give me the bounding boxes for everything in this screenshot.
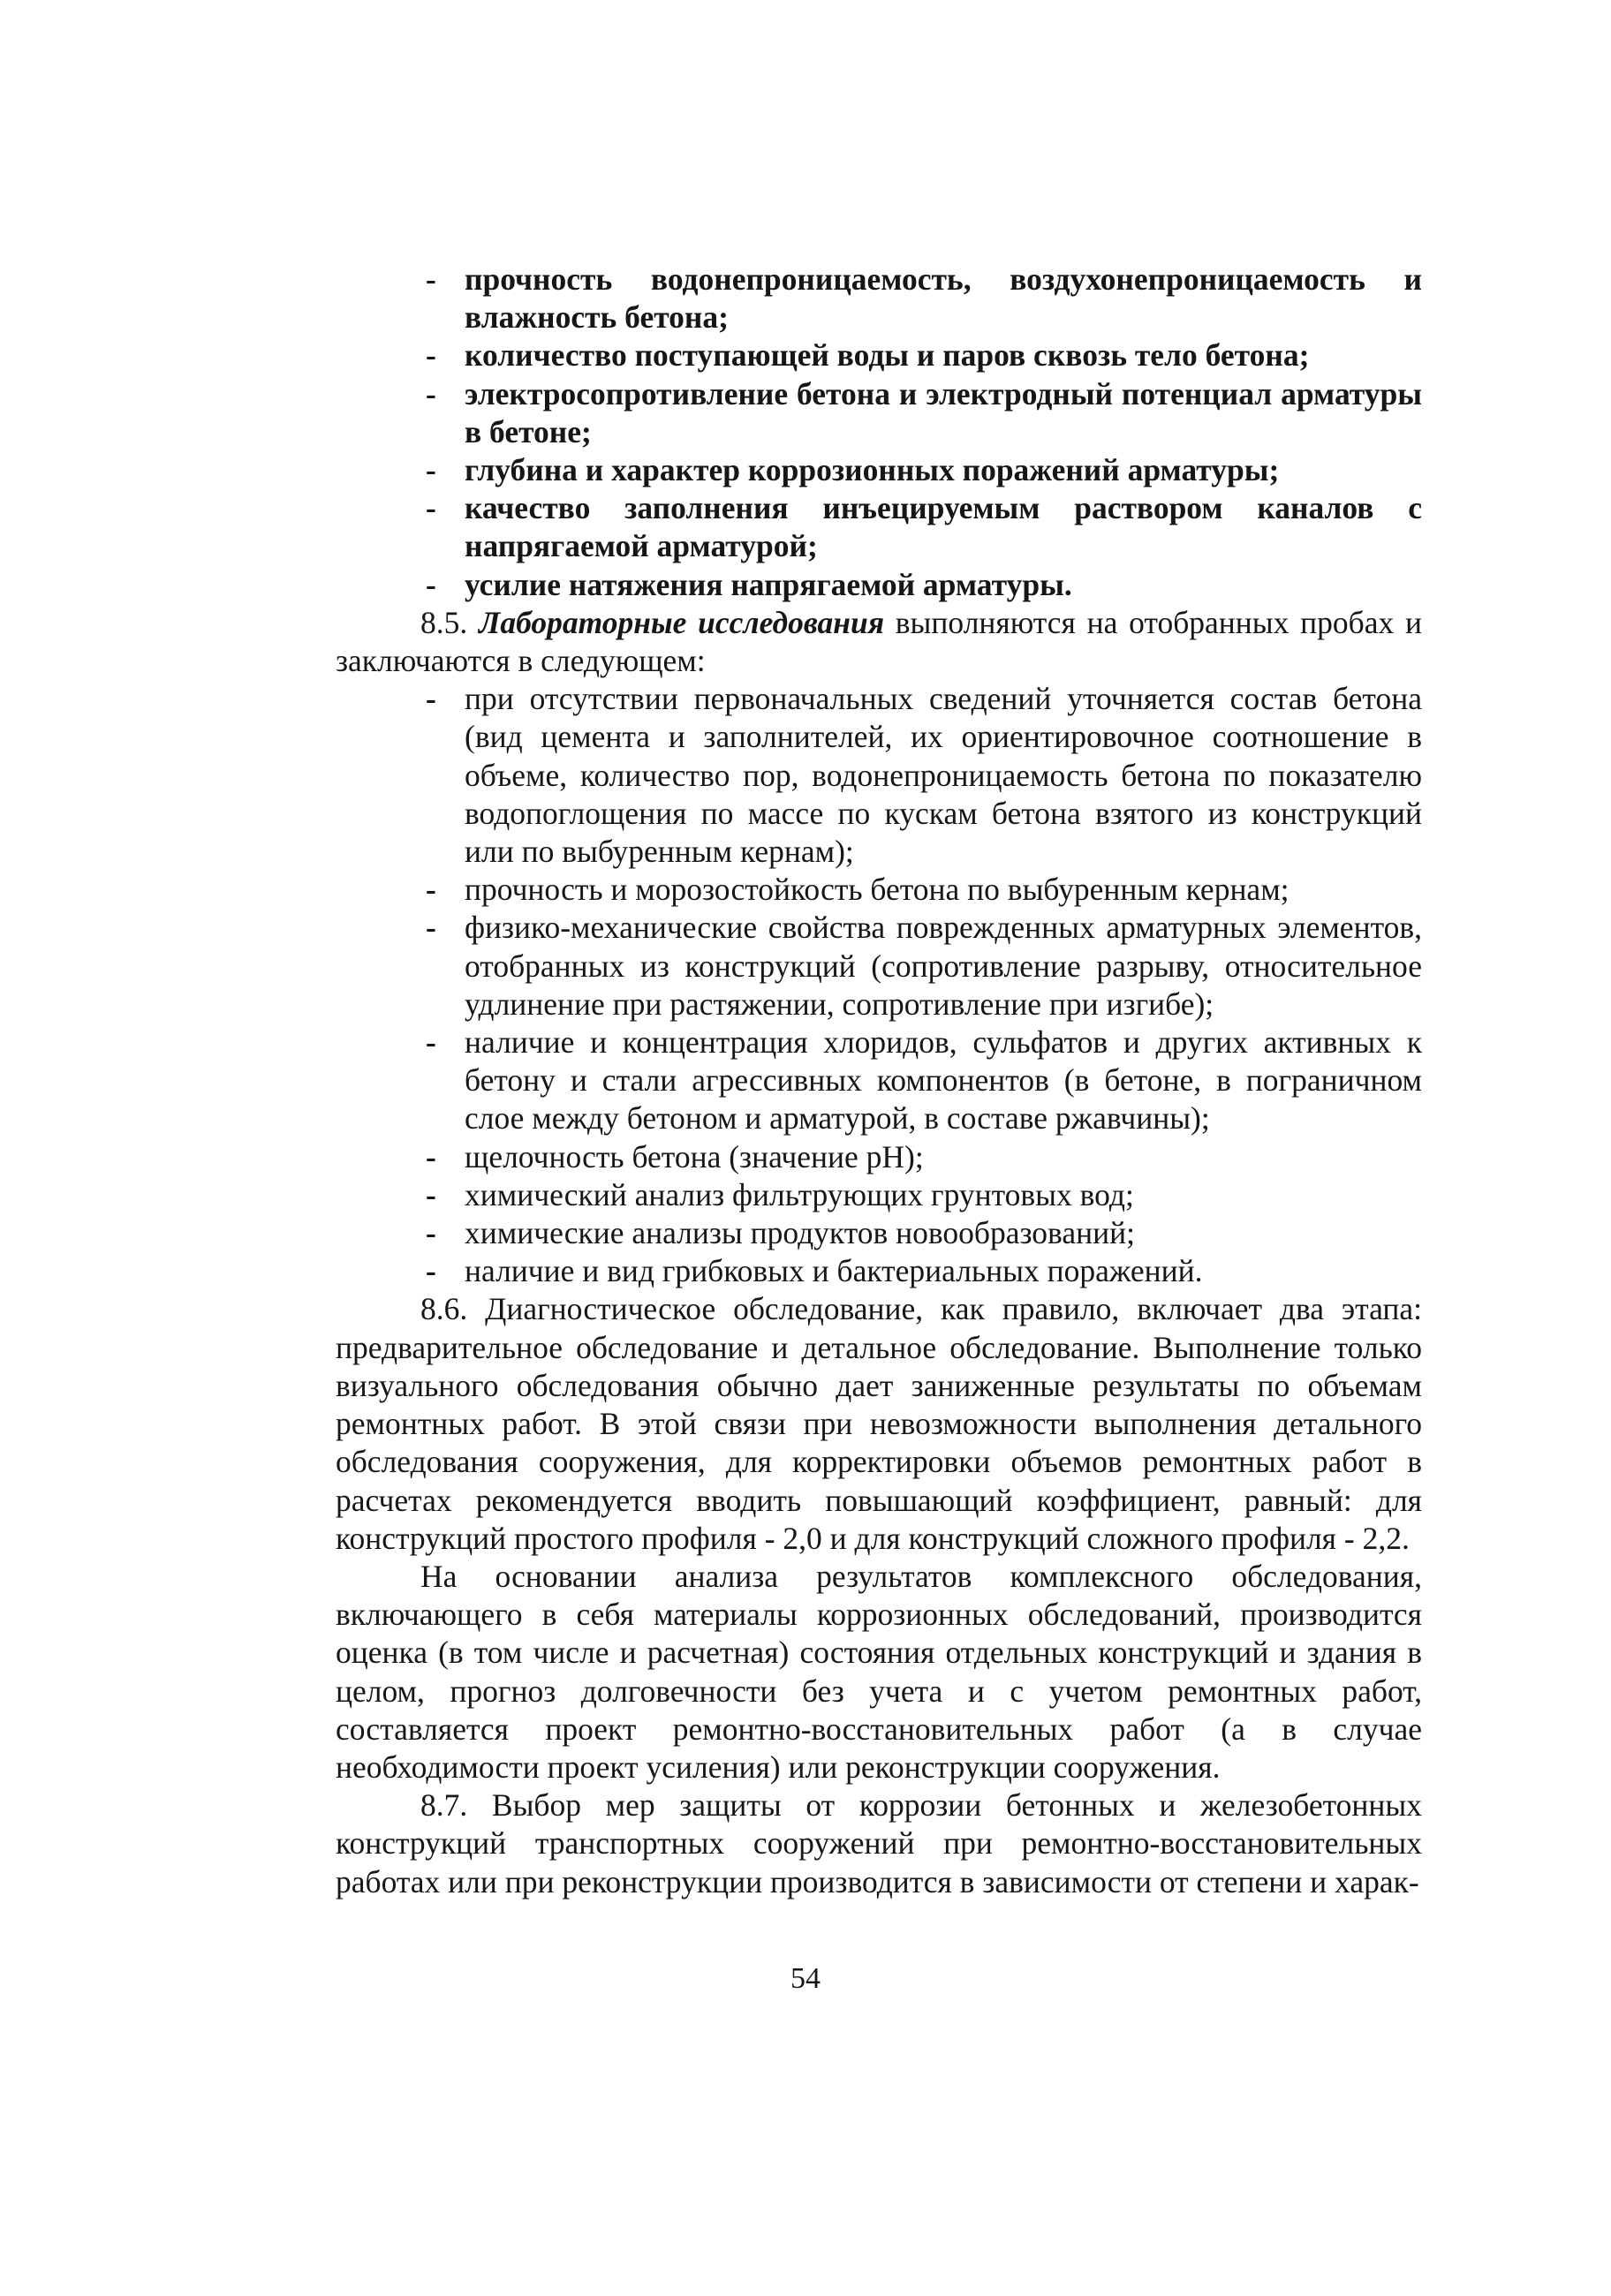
list-item-text: электросопротивление бетона и электродный потенциал арматуры в бетоне; <box>465 375 1422 449</box>
section-8-7-paragraph: 8.7. Выбор мер защиты от коррозии бетонных и железобетонных конструкций транспортных сооружений при ремонтно-восстановительных работах или при реконструкции производится в зависимости от степени и харак- <box>336 1787 1422 1899</box>
list-item <box>336 1138 1422 1176</box>
analysis-paragraph: На основании анализа результатов комплексного обследования, включающего в себя материалы коррозионных обследований, производится оценка (в том числе и расчетная) состояния отдельных конструкций и здания в целом, прогноз долговечности без учета и с учетом ремонтных работ, составляется проект ремонтно-восстановительных работ (а в случае необходимости проект усиления) или реконструкции сооружения. <box>336 1558 1422 1785</box>
list-item-text: прочность и морозостойкость бетона по выбуренным кернам; <box>465 872 1290 908</box>
list-item-text: глубина и характер коррозионных поражений арматуры; <box>465 452 1280 488</box>
list-dash: - <box>426 490 436 526</box>
list-dash: - <box>426 1253 436 1289</box>
list-item-text: количество поступающей воды и паров сквозь тело бетона; <box>465 337 1310 374</box>
page-number: 54 <box>790 1962 821 1995</box>
section-8-5-text: выполняются на отобранных пробах и заключаются в следующем: <box>336 604 1423 679</box>
list-dash: - <box>426 452 436 488</box>
section-8-6-paragraph: 8.6. Диагностическое обследование, как правило, включает два этапа: предварительное обследование и детальное обследование. Выполнение только визуального обследования обычно дает заниженные результаты по объемам ремонтных работ. В этой связи при невозможности выполнения детального обследования сооружения, для корректировки объемов ремонтных работ в расчетах рекомендуется вводить повышающий коэффициент, равный: для конструкций простого профиля - 2,0 и для конструкций сложного профиля - 2,2. <box>336 1291 1422 1556</box>
list-dash: - <box>426 1024 436 1061</box>
list-dash: - <box>426 1138 436 1174</box>
list-item <box>336 1176 1422 1214</box>
list-item-text: наличие и концентрация хлоридов, сульфатов и других активных к бетону и стали агрессивных компонентов (в бетоне, в пограничном слое между бетоном и арматурой, в составе ржавчины); <box>465 1024 1422 1137</box>
list-item <box>336 566 1422 604</box>
list-item-text: физико-механические свойства поврежденных арматурных элементов, отобранных из конструкций (сопротивление разрыву, относительное удлинение при растяжении, сопротивление при изгибе); <box>465 910 1422 1022</box>
list-item-text: химический анализ фильтрующих грунтовых вод; <box>465 1176 1134 1212</box>
list-item <box>336 261 1422 336</box>
section-8-5-number: 8.5. <box>420 604 468 640</box>
list-item <box>336 489 1422 565</box>
list-item <box>336 871 1422 909</box>
list-dash: - <box>426 261 436 297</box>
list-item <box>336 1214 1422 1252</box>
list-item <box>336 375 1422 451</box>
list-item <box>336 1252 1422 1290</box>
list-item <box>336 909 1422 1023</box>
list-dash: - <box>426 910 436 946</box>
list-dash: - <box>426 566 436 602</box>
list-item-text: качество заполнения инъецируемым раствором каналов с напрягаемой арматурой; <box>465 490 1422 564</box>
list-item <box>336 336 1422 374</box>
list-dash: - <box>426 1176 436 1212</box>
list-item-text: прочность водонепроницаемость, воздухонепроницаемость и влажность бетона; <box>465 261 1422 336</box>
list-item-text: щелочность бетона (значение pH); <box>465 1138 924 1174</box>
page-body <box>336 261 1422 1901</box>
list-dash: - <box>426 1215 436 1251</box>
list-item-text: при отсутствии первоначальных сведений уточняется состав бетона (вид цемента и заполнителей, их ориентировочное соотношение в объеме, количество пор, водонепроницаемость бетона по показателю водопоглощения по массе по кускам бетона взятого из конструкций или по выбуренным кернам); <box>465 681 1422 870</box>
laboratory-list <box>336 680 1422 1290</box>
list-item-text: наличие и вид грибковых и бактериальных поражений. <box>465 1253 1203 1289</box>
list-dash: - <box>426 872 436 908</box>
list-dash: - <box>426 681 436 717</box>
measurement-list <box>336 261 1422 604</box>
section-8-5-title: Лабораторные исследования <box>479 604 884 640</box>
list-item-text: химические анализы продуктов новообразований; <box>465 1215 1135 1251</box>
list-item-text: усилие натяжения напрягаемой арматуры. <box>465 566 1072 602</box>
list-item <box>336 1023 1422 1138</box>
section-8-5-paragraph <box>336 604 1422 680</box>
list-item <box>336 680 1422 871</box>
list-dash: - <box>426 337 436 374</box>
list-dash: - <box>426 375 436 412</box>
list-item <box>336 451 1422 489</box>
